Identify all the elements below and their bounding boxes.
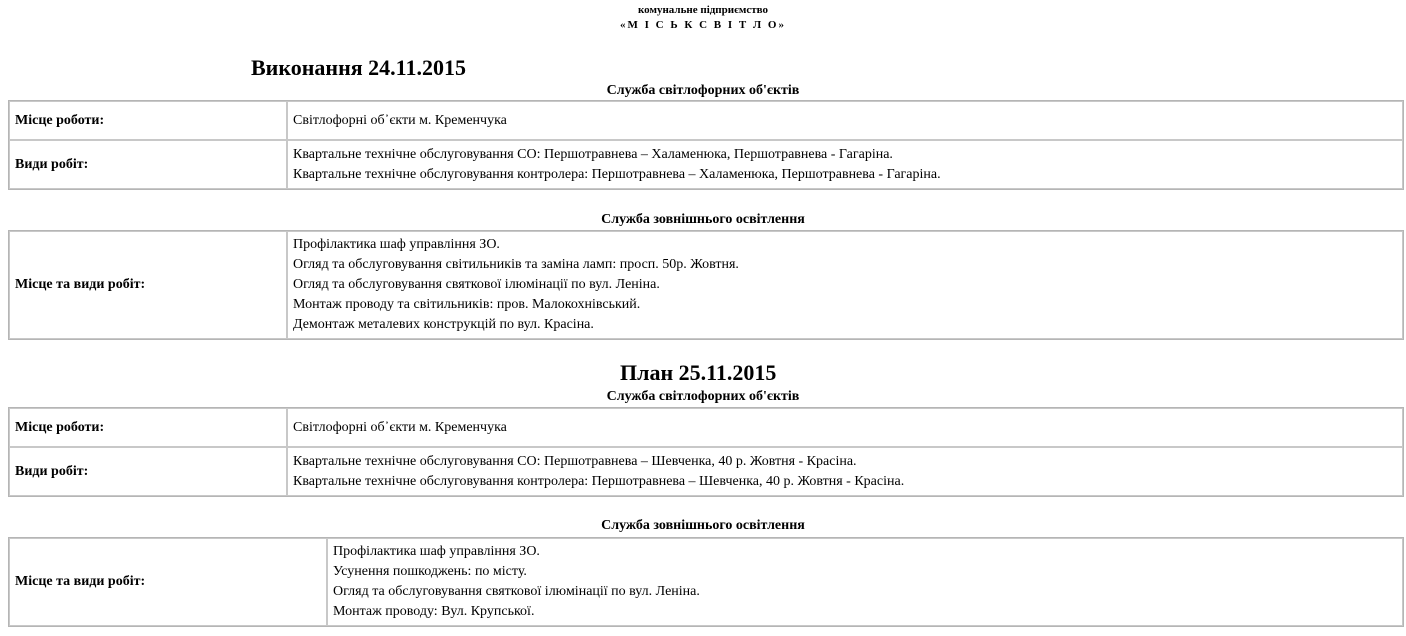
- work-item: Усунення пошкоджень: по місту.: [333, 564, 527, 579]
- work-item: Квартальне технічне обслуговування контролера: Першотравнева – Шевченка, 40 р. Жовтня - Красіна.: [293, 473, 905, 489]
- work-item: Квартальне технічне обслуговування СО: Першотравнева – Шевченка, 40 р. Жовтня - Красіна.: [293, 453, 857, 469]
- place-and-works-label: Місце та види робіт:: [9, 231, 287, 339]
- table-row: [9, 538, 1403, 626]
- work-item: Демонтаж металевих конструкцій по вул. Красіна.: [293, 317, 594, 332]
- execution-lighting-service-title: Служба зовнішнього освітлення: [601, 212, 805, 227]
- works-list: [287, 447, 1403, 496]
- table-row: [9, 231, 1403, 339]
- execution-lighting-table: [8, 230, 1404, 340]
- work-item: Квартальне технічне обслуговування СО: Першотравнева – Халаменюка, Першотравнева - Гагаріна.: [293, 146, 893, 162]
- work-item: Огляд та обслуговування світильників та заміна ламп: просп. 50р. Жовтня.: [293, 257, 739, 272]
- organization-name: «М І С Ь К С В І Т Л О»: [619, 19, 786, 31]
- execution-traffic-service-title: Служба світлофорних об'єктів: [606, 83, 800, 98]
- plan-lighting-service-title: Служба зовнішнього освітлення: [601, 518, 805, 533]
- place-value: Світлофорні об᾿єкти м. Кременчука: [287, 101, 1403, 140]
- work-item: Профілактика шаф управління ЗО.: [293, 237, 500, 252]
- place-label: Місце роботи:: [9, 101, 287, 140]
- place-label: Місце роботи:: [9, 408, 287, 447]
- table-row: [9, 408, 1403, 447]
- plan-traffic-service-title: Служба світлофорних об'єктів: [606, 389, 800, 404]
- organization-header: [0, 3, 1406, 33]
- work-item: Квартальне технічне обслуговування контролера: Першотравнева – Халаменюка, Першотравнева - Гагаріна.: [293, 166, 941, 182]
- plan-lighting-table: [8, 537, 1404, 627]
- work-item: Огляд та обслуговування святкової ілюмінації по вул. Леніна.: [333, 584, 700, 599]
- table-row: [9, 101, 1403, 140]
- plan-heading: План 25.11.2015: [620, 360, 777, 385]
- place-and-works-label: Місце та види робіт:: [9, 538, 327, 626]
- works-list: [287, 140, 1403, 189]
- organization-type: комунальне підприємство: [637, 4, 769, 16]
- works-list: [287, 231, 1403, 339]
- work-item: Профілактика шаф управління ЗО.: [333, 544, 540, 559]
- execution-heading: Виконання 24.11.2015: [251, 55, 466, 80]
- works-label: Види робіт:: [9, 447, 287, 496]
- works-list: [327, 538, 1403, 626]
- work-item: Огляд та обслуговування святкової ілюмінації по вул. Леніна.: [293, 277, 660, 292]
- table-row: [9, 447, 1403, 496]
- plan-traffic-table: [8, 407, 1404, 497]
- table-row: [9, 140, 1403, 189]
- place-value: Світлофорні об᾿єкти м. Кременчука: [287, 408, 1403, 447]
- works-label: Види робіт:: [9, 140, 287, 189]
- execution-traffic-table: [8, 100, 1404, 190]
- work-item: Монтаж проводу: Вул. Крупської.: [333, 604, 535, 619]
- work-item: Монтаж проводу та світильників: пров. Малокохнівський.: [293, 297, 641, 312]
